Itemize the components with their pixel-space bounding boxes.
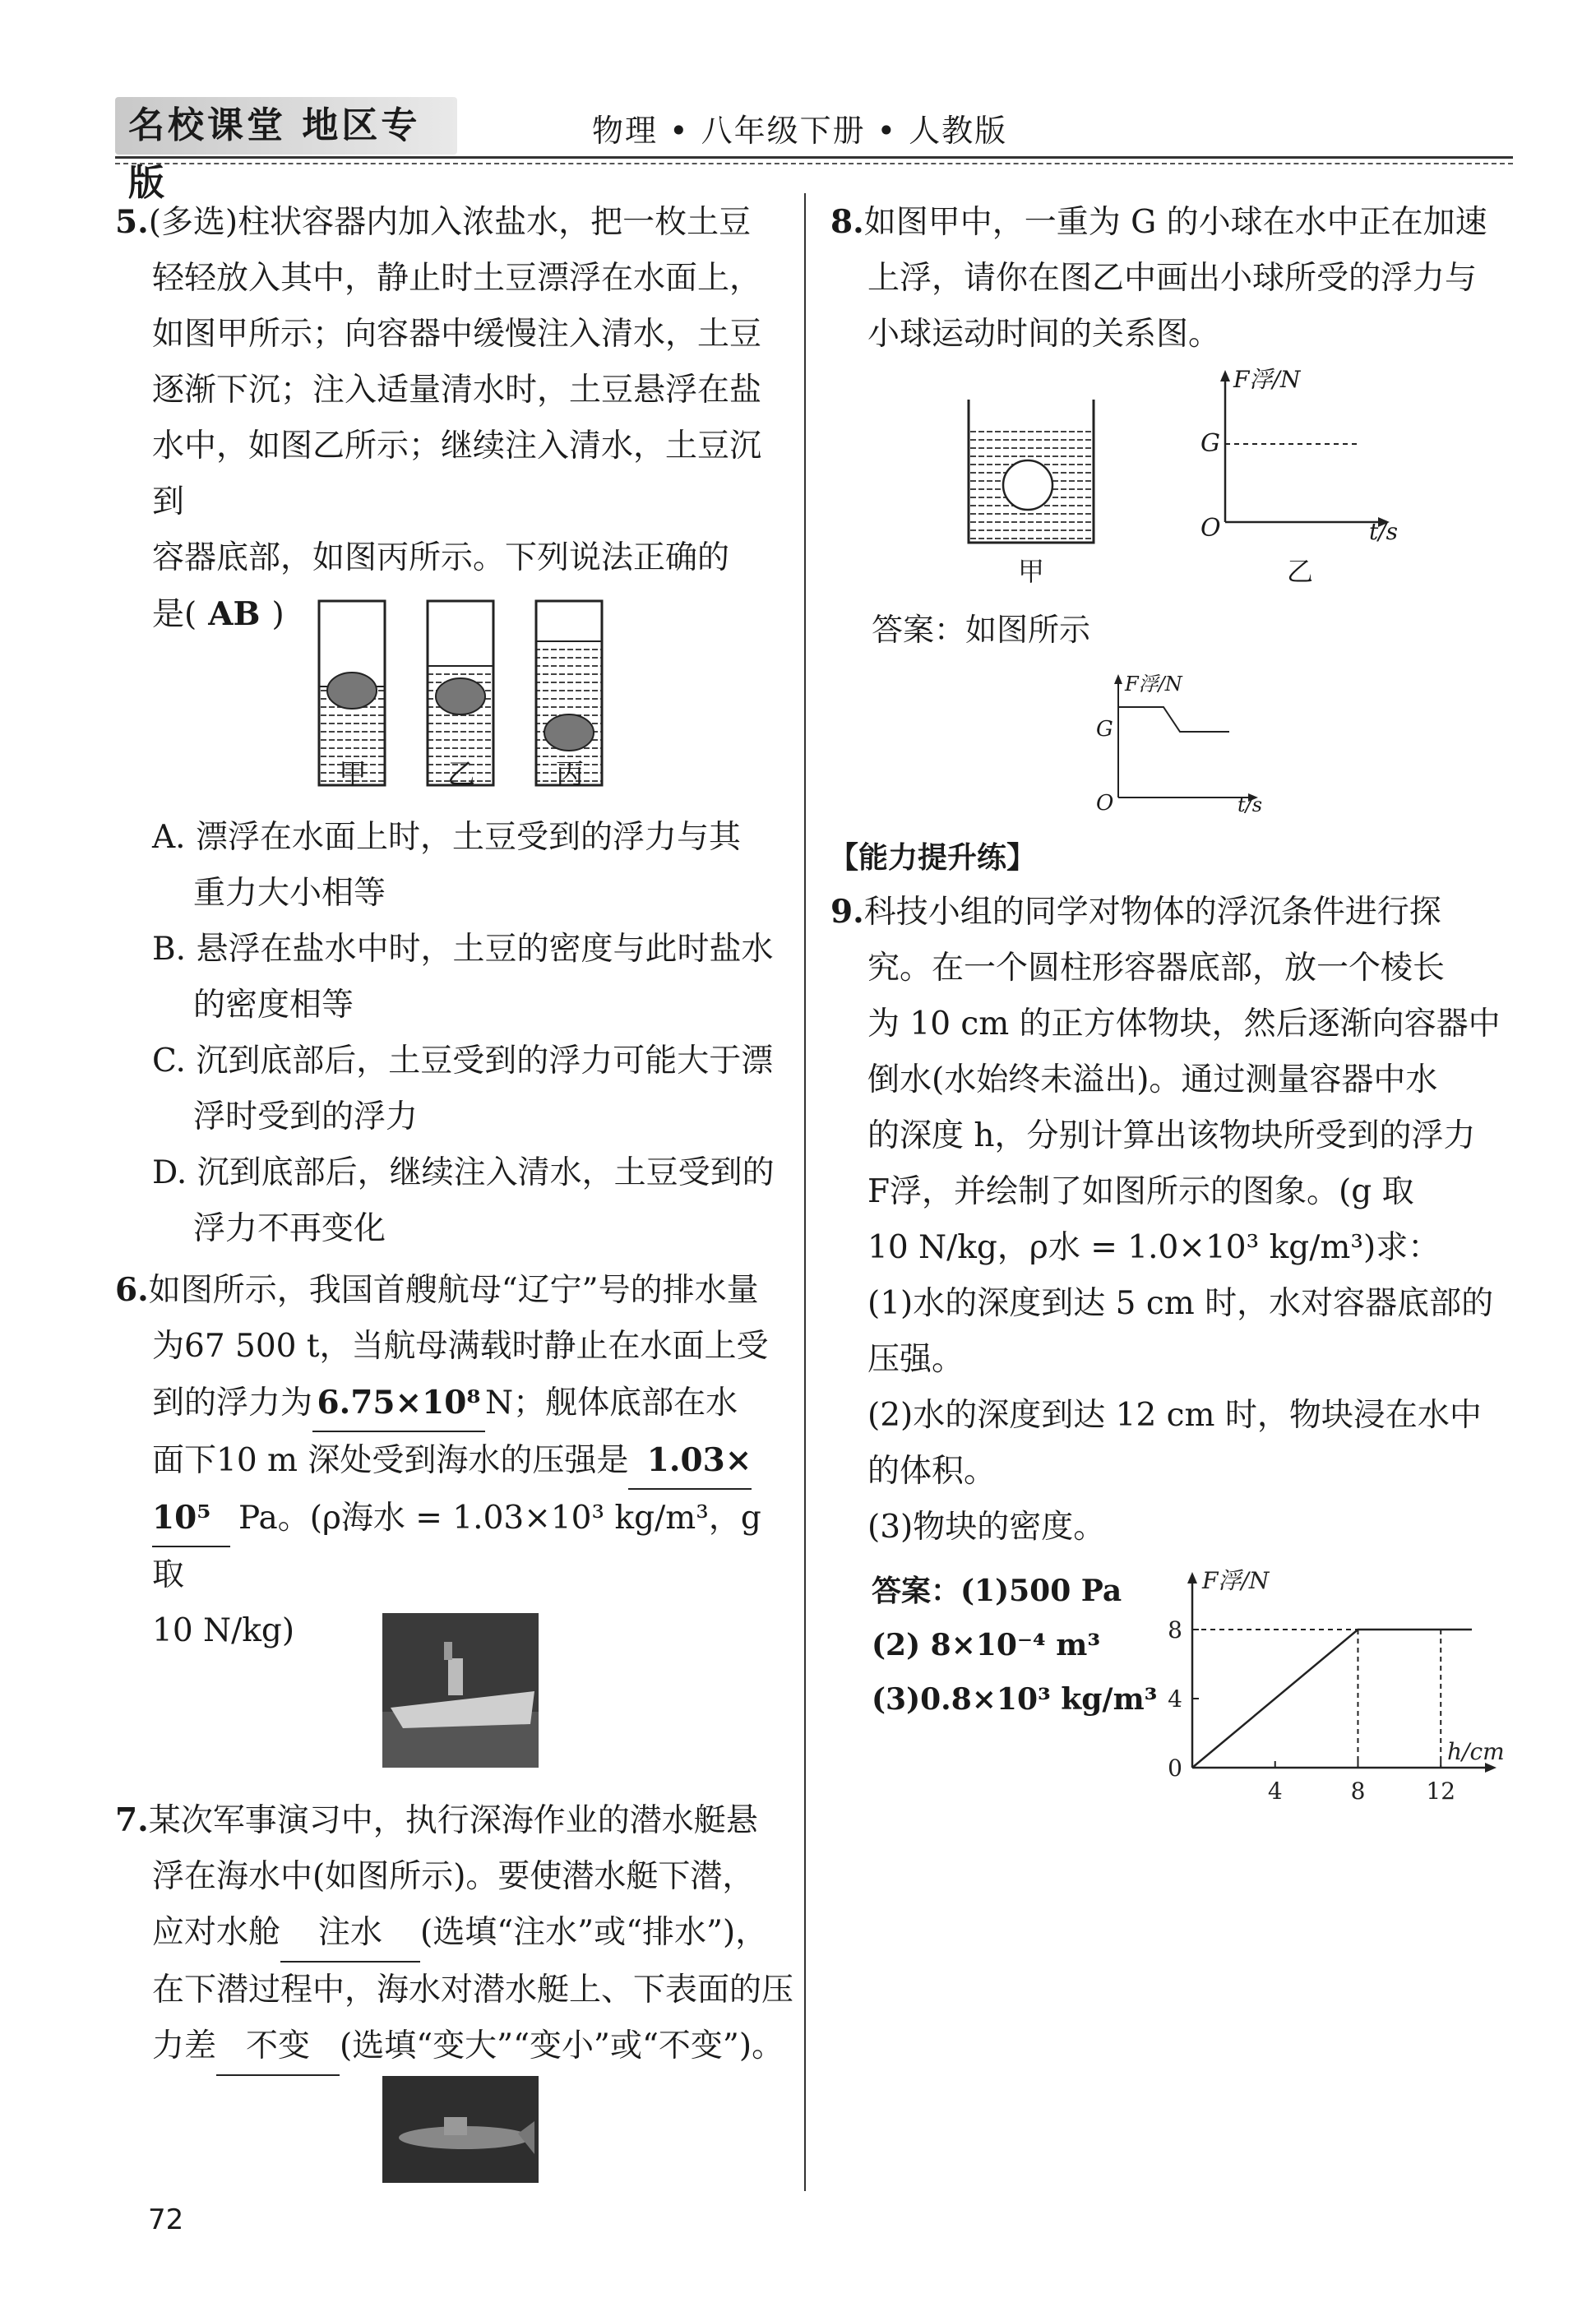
q9-line: 10 N/kg，ρ水 = 1.0×10³ kg/m³)求： bbox=[867, 1229, 1441, 1266]
question-number: 9. bbox=[830, 893, 864, 931]
q9-line: 倒水(水始终未溢出)。通过测量容器中水 bbox=[867, 1061, 1438, 1098]
header-rule bbox=[115, 156, 1513, 159]
answer-pressure-a: 1.03× bbox=[628, 1432, 752, 1490]
fig-label-jia: 甲 bbox=[1018, 556, 1045, 587]
question-5 bbox=[115, 194, 789, 643]
stem-line: 容器底部，如图丙所示。下列说法正确的 bbox=[152, 539, 730, 576]
q6-line: Pa。(ρ海水 = 1.03×10³ kg/m³，g 取 bbox=[152, 1500, 761, 1593]
answer-origin: O bbox=[1096, 791, 1114, 816]
answer-1: 答案：(1)500 Pa bbox=[872, 1574, 1122, 1608]
q9-line: 究。在一个圆柱形容器底部，放一个棱长 bbox=[867, 950, 1446, 987]
axis-label-f: F浮/N bbox=[1233, 366, 1301, 393]
question-7 bbox=[115, 1792, 798, 2076]
answer-buoyancy: 6.75×10⁸ bbox=[312, 1375, 485, 1432]
x-tick-label: 4 bbox=[1267, 1778, 1283, 1805]
q6-line: 10 N/kg) bbox=[152, 1612, 295, 1649]
question-9 bbox=[830, 884, 1513, 1556]
stem-tail-close: ) bbox=[271, 596, 285, 633]
q9-sub-question: 的体积。 bbox=[867, 1453, 997, 1490]
page-number: 72 bbox=[148, 2203, 184, 2236]
potato-icon bbox=[436, 678, 485, 714]
header-dashed-rule bbox=[115, 163, 1513, 164]
q9-line: F浮，并绘制了如图所示的图象。(g 取 bbox=[867, 1173, 1414, 1210]
y-tick-label: 4 bbox=[1168, 1685, 1182, 1713]
q7-line: (选填“注水”或“排水”)， bbox=[420, 1914, 768, 1951]
section-title: 【能力提升练】 bbox=[829, 841, 1037, 875]
answer-choice: AB bbox=[208, 595, 261, 633]
option-a-cont: 重力大小相等 bbox=[193, 875, 386, 912]
submarine-photo bbox=[382, 2076, 539, 2183]
y-tick-label: 0 bbox=[1168, 1755, 1182, 1782]
answer-tick-g: G bbox=[1096, 717, 1113, 742]
label-yi: 乙 bbox=[447, 758, 475, 791]
answer-tank-action: 注水 bbox=[280, 1905, 420, 1963]
column-divider bbox=[804, 193, 806, 2191]
q7-line: 力差 bbox=[152, 2027, 217, 2064]
question-8 bbox=[830, 194, 1513, 363]
buoyancy-depth-chart bbox=[1151, 1562, 1513, 1809]
q9-sub-question: (2)水的深度到达 12 cm 时，物块浸在水中 bbox=[867, 1397, 1482, 1434]
question-number: 5. bbox=[115, 203, 149, 241]
q8-answer: 答案：如图所示 bbox=[872, 612, 1091, 648]
x-axis-label: h/cm bbox=[1447, 1738, 1505, 1765]
q9-sub-question: 压强。 bbox=[867, 1341, 965, 1378]
q9-line: 的深度 h，分别计算出该物块所受到的浮力 bbox=[867, 1117, 1476, 1154]
option-b: B. 悬浮在盐水中时，土豆的密度与此时盐水 bbox=[152, 931, 774, 968]
q6-line: 如图所示，我国首艘航母“辽宁”号的排水量 bbox=[148, 1272, 759, 1309]
q7-line: (选填“变大”“变小”或“不变”)。 bbox=[340, 2027, 784, 2064]
q9-line: 为 10 cm 的正方体物块，然后逐渐向容器中 bbox=[867, 1006, 1501, 1043]
q5-options bbox=[152, 810, 793, 1257]
stem-tail: 是( bbox=[152, 596, 197, 633]
label-bing: 丙 bbox=[556, 758, 584, 791]
x-tick-label: 8 bbox=[1350, 1778, 1366, 1805]
question-6 bbox=[115, 1262, 789, 1659]
origin-label: O bbox=[1200, 514, 1221, 543]
q6-line: 为67 500 t，当航母满载时静止在水面上受 bbox=[152, 1328, 769, 1365]
stem-line: 如图甲所示；向容器中缓慢注入清水，土豆 bbox=[152, 316, 762, 353]
answer-3: (3)0.8×10³ kg/m³ bbox=[872, 1682, 1158, 1717]
answer-2: (2) 8×10⁻⁴ m³ bbox=[872, 1628, 1101, 1662]
stem-line: (多选)柱状容器内加入浓盐水，把一枚土豆 bbox=[148, 204, 752, 241]
ball-icon bbox=[1003, 460, 1052, 510]
q9-line: 科技小组的同学对物体的浮沉条件进行探 bbox=[863, 894, 1441, 931]
axis-label-t: t/s bbox=[1369, 518, 1399, 545]
q7-line: 在下潜过程中，海水对潜水艇上、下表面的压 bbox=[152, 1972, 794, 2009]
question-number: 7. bbox=[115, 1801, 149, 1839]
label-jia: 甲 bbox=[339, 758, 367, 791]
aircraft-carrier-photo bbox=[382, 1613, 539, 1768]
q8-line: 小球运动时间的关系图。 bbox=[867, 316, 1221, 353]
option-c: C. 沉到底部后，土豆受到的浮力可能大于漂 bbox=[152, 1043, 774, 1080]
q9-sub-question: (1)水的深度到达 5 cm 时，水对容器底部的 bbox=[867, 1285, 1494, 1322]
series-line-f-buoyancy bbox=[1192, 1630, 1472, 1768]
x-tick-label: 12 bbox=[1426, 1778, 1456, 1805]
carrier-icon bbox=[382, 1613, 539, 1768]
beaker-ball-figure bbox=[962, 395, 1102, 559]
q6-line: N；舰体底部在水 bbox=[485, 1385, 738, 1422]
option-b-cont: 的密度相等 bbox=[193, 987, 354, 1024]
answer-axis-f: F浮/N bbox=[1125, 673, 1182, 696]
fig-label-yi: 乙 bbox=[1287, 556, 1314, 587]
q8-line: 上浮，请你在图乙中画出小球所受的浮力与 bbox=[867, 260, 1478, 297]
answer-pressure-b: 10⁵ bbox=[152, 1490, 230, 1547]
potato-icon bbox=[327, 673, 377, 709]
y-axis-arrow bbox=[1187, 1572, 1197, 1583]
answer-pressure-diff: 不变 bbox=[216, 2018, 340, 2076]
q7-line: 浮在海水中(如图所示)。要使潜水艇下潜， bbox=[152, 1858, 755, 1895]
option-d-cont: 浮力不再变化 bbox=[193, 1210, 386, 1247]
stem-line: 逐渐下沉；注入适量清水时，土豆悬浮在盐 bbox=[152, 372, 762, 409]
tick-label-g: G bbox=[1200, 429, 1220, 458]
answer-axis-t: t/s bbox=[1237, 793, 1263, 816]
potato-icon bbox=[544, 714, 594, 751]
question-number: 6. bbox=[115, 1271, 149, 1309]
stem-line: 水中，如图乙所示；继续注入清水，土豆沉到 bbox=[152, 428, 762, 520]
series-title: 名校课堂 地区专版 bbox=[115, 97, 457, 155]
book-title: 物理 • 八年级下册 • 人教版 bbox=[592, 113, 1008, 149]
y-axis-label: F浮/N bbox=[1202, 1567, 1270, 1594]
q8-line: 如图甲中，一重为 G 的小球在水中正在加速 bbox=[863, 204, 1487, 241]
q9-sub-question: (3)物块的密度。 bbox=[867, 1509, 1106, 1546]
q7-line: 应对水舱 bbox=[152, 1914, 281, 1951]
question-number: 8. bbox=[830, 203, 864, 241]
q7-line: 某次军事演习中，执行深海作业的潜水艇悬 bbox=[148, 1802, 758, 1839]
q9-answers bbox=[872, 1564, 1157, 1727]
q6-line: 面下10 m 深处受到海水的压强是 bbox=[152, 1442, 629, 1479]
y-tick-label: 8 bbox=[1168, 1616, 1182, 1644]
option-d: D. 沉到底部后，继续注入清水，土豆受到的 bbox=[152, 1154, 775, 1191]
option-c-cont: 浮时受到的浮力 bbox=[193, 1098, 419, 1135]
stem-line: 轻轻放入其中，静止时土豆漂浮在水面上， bbox=[152, 260, 762, 297]
q6-line: 到的浮力为 bbox=[152, 1385, 313, 1422]
submarine-icon bbox=[382, 2076, 539, 2183]
option-a: A. 漂浮在水面上时，土豆受到的浮力与其 bbox=[152, 819, 741, 856]
answer-force-time-graph bbox=[1094, 666, 1283, 814]
